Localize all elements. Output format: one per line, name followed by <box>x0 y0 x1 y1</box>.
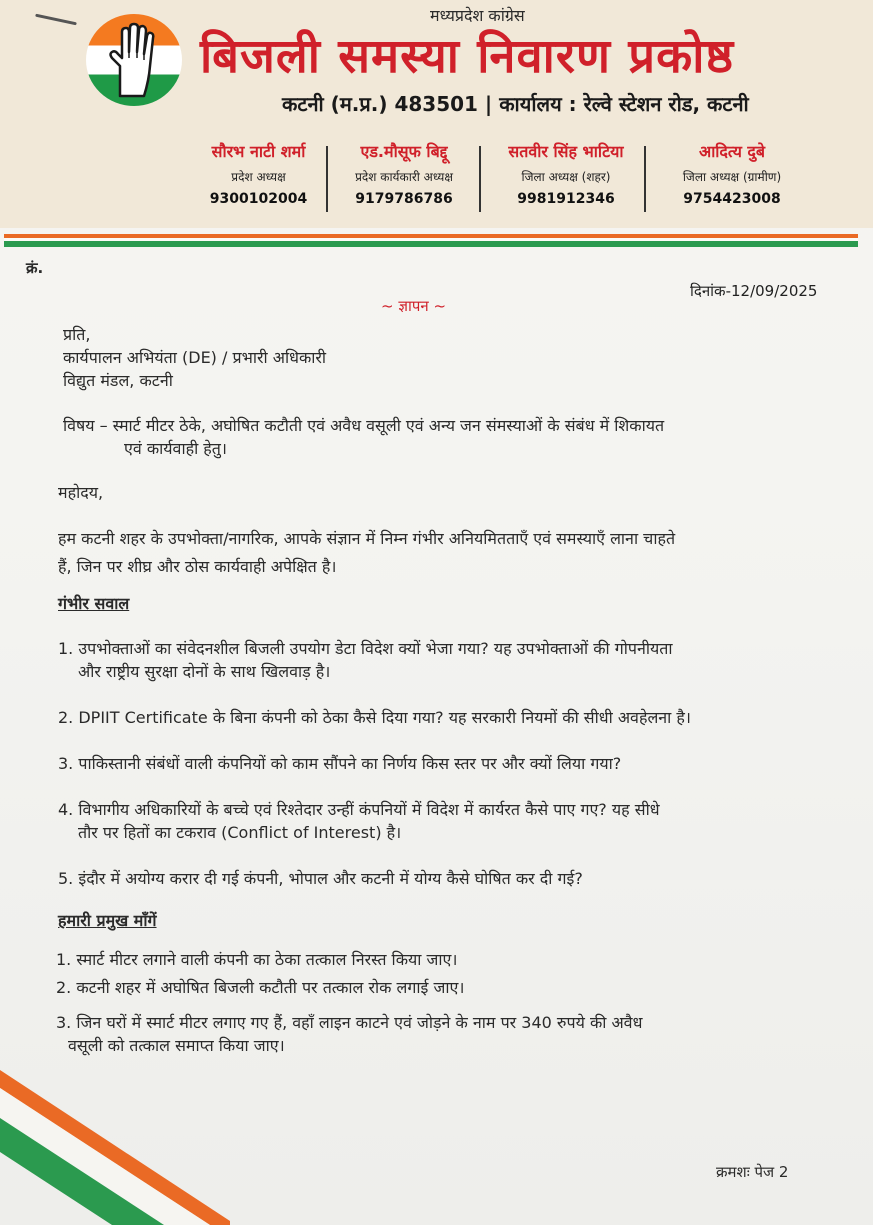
divider <box>644 146 646 212</box>
member-phone: 9300102004 <box>209 191 308 207</box>
recipient-line: प्रति, <box>63 325 91 344</box>
kicker: मध्यप्रदेश कांग्रेस <box>430 6 525 25</box>
demand-item: 3. जिन घरों में स्मार्ट मीटर लगाए गए हैं, वहाँ लाइन काटने एवं जोड़ने के नाम पर 340 रुपये की अवैध <box>56 1013 643 1032</box>
continued-note: क्रमशः पेज 2 <box>716 1163 789 1181</box>
member-phone: 9754423008 <box>683 191 781 207</box>
demand-item: 1. स्मार्ट मीटर लगाने वाली कंपनी का ठेका तत्काल निरस्त किया जाए। <box>56 950 458 969</box>
member-name: सौरभ नाटी शर्मा <box>211 142 306 161</box>
member-role: जिला अध्यक्ष (शहर) <box>521 170 611 184</box>
pen-mark <box>35 14 77 26</box>
subject-line: एवं कार्यवाही हेतु। <box>124 439 227 458</box>
question-item-cont: तौर पर हितों का टकराव (Conflict of Interest) है। <box>78 823 402 842</box>
letter-date: दिनांक-12/09/2025 <box>690 282 818 300</box>
members-row <box>196 140 856 218</box>
organization-title: बिजली समस्या निवारण प्रकोष्ठ <box>200 29 735 84</box>
recipient-line: कार्यपालन अभियंता (DE) / प्रभारी अधिकारी <box>63 348 327 367</box>
question-item: 1. उपभोक्ताओं का संवेदनशील बिजली उपयोग डेटा विदेश क्यों भेजा गया? यह उपभोक्ताओं की गोपनीयता <box>58 639 673 658</box>
question-item: 4. विभागीय अधिकारियों के बच्चे एवं रिश्तेदार उन्हीं कंपनियों में विदेश में कार्यरत कैसे पाए गए? यह सीधे <box>58 800 660 819</box>
question-item: 2. DPIIT Certificate के बिना कंपनी को ठेका कैसे दिया गया? यह सरकारी नियमों की सीधी अवहेलना है। <box>58 708 691 727</box>
subject-line: विषय – स्मार्ट मीटर ठेके, अघोषित कटौती एवं अवैध वसूली एवं अन्य जन संमस्याओं के संबंध में शिकायत <box>63 416 665 435</box>
member-3 <box>486 140 646 207</box>
member-phone: 9981912346 <box>517 191 615 207</box>
congress-hand-logo <box>86 14 182 106</box>
demands-heading: हमारी प्रमुख माँगें <box>58 911 157 930</box>
memorandum-heading: ~ ज्ञापन ~ <box>381 297 447 315</box>
divider <box>326 146 328 212</box>
member-name: एड.मौसूफ बिद्दू <box>360 142 448 161</box>
questions-heading: गंभीर सवाल <box>58 594 130 613</box>
question-item: 5. इंदौर में अयोग्य करार दी गई कंपनी, भोपाल और कटनी में योग्य कैसे घोषित कर दी गई? <box>58 869 583 888</box>
letterhead <box>0 0 873 228</box>
salutation: महोदय, <box>58 483 104 502</box>
office-address: कटनी (म.प्र.) 483501 | कार्यालय : रेल्वे स्टेशन रोड, कटनी <box>282 92 749 116</box>
member-name: सतवीर सिंह भाटिया <box>508 142 624 161</box>
member-role: प्रदेश अध्यक्ष <box>231 170 286 184</box>
recipient-line: विद्युत मंडल, कटनी <box>63 371 173 390</box>
reference-number: क्रं. <box>26 259 44 277</box>
member-4 <box>652 140 812 207</box>
member-role: जिला अध्यक्ष (ग्रामीण) <box>682 170 782 184</box>
member-1 <box>196 140 321 207</box>
member-name: आदित्य दुबे <box>698 142 766 161</box>
demand-item: 2. कटनी शहर में अघोषित बिजली कटौती पर तत्काल रोक लगाई जाए। <box>56 978 465 997</box>
tricolor-rule-green <box>4 241 858 247</box>
member-2 <box>330 140 478 207</box>
member-role: प्रदेश कार्यकारी अध्यक्ष <box>355 170 453 184</box>
question-item-cont: और राष्ट्रीय सुरक्षा दोनों के साथ खिलवाड़ है। <box>78 662 331 681</box>
tricolor-corner-decoration <box>0 1070 230 1225</box>
member-phone: 9179786786 <box>355 191 453 207</box>
question-item: 3. पाकिस्तानी संबंधों वाली कंपनियों को काम सौंपने का निर्णय किस स्तर पर और क्यों लिया गया? <box>58 754 622 773</box>
divider <box>479 146 481 212</box>
demand-item-cont: वसूली को तत्काल समाप्त किया जाए। <box>68 1036 285 1055</box>
intro-line: हम कटनी शहर के उपभोक्ता/नागरिक, आपके संज्ञान में निम्न गंभीर अनियमितताएँ एवं समस्याएँ लाना चाहते <box>58 529 676 548</box>
intro-line: हैं, जिन पर शीघ्र और ठोस कार्यवाही अपेक्षित है। <box>58 557 337 576</box>
